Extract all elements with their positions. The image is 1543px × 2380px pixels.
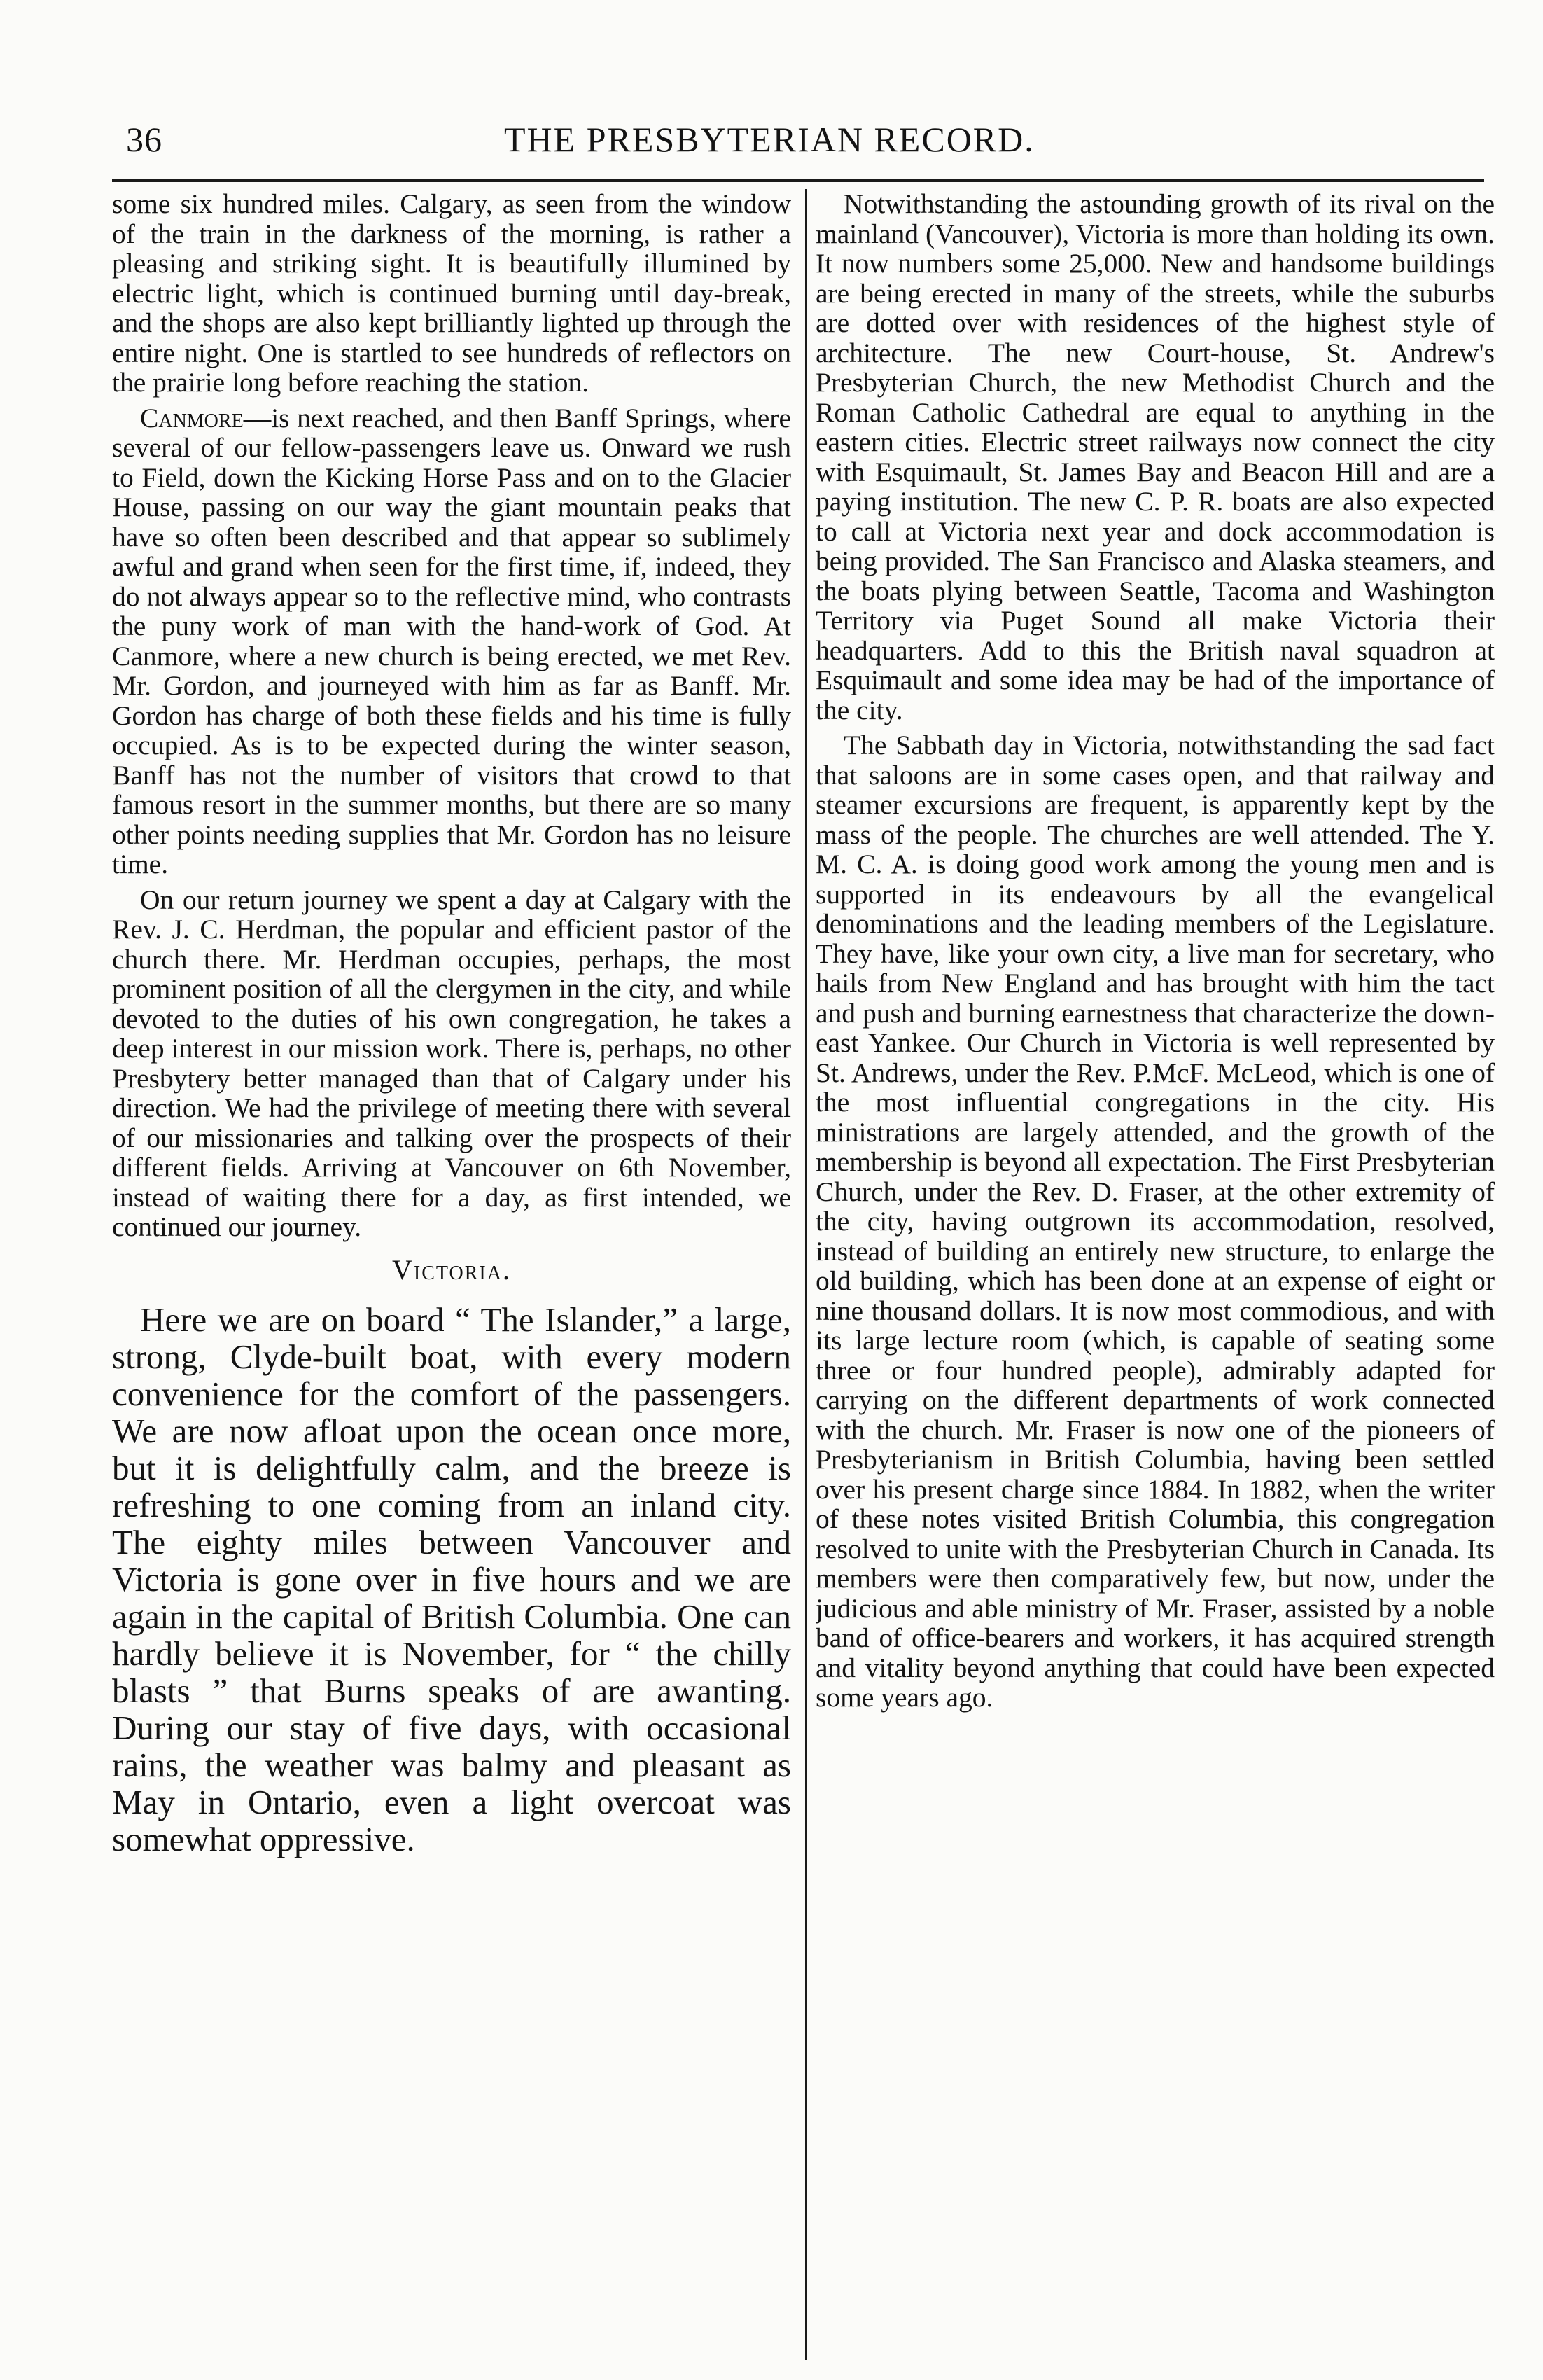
header-rule bbox=[112, 179, 1484, 182]
column-divider bbox=[805, 189, 807, 2360]
canmore-lead: Canmore bbox=[140, 402, 244, 433]
page-number: 36 bbox=[126, 120, 162, 159]
section-heading-victoria: Victoria. bbox=[392, 1253, 511, 1286]
running-title: THE PRESBYTERIAN RECORD. bbox=[504, 120, 1035, 159]
paragraph-canmore bbox=[112, 403, 791, 879]
paragraph-return-journey: On our return journey we spent a day at Calgary with the Rev. J. C. Herdman, the popular and efficient pastor of the church there. Mr. Herdman occupies, perhaps, the most prominent position of all the clergymen in the city, and while devoted to the duties of his own congregation, he takes a deep interest in our mission work. There is, perhaps, no other Presbytery better managed than that of Calgary under his direction. We had the privilege of meeting there with several of our missionaries and talking over the prospects of their different fields. Arriving at Vancouver on 6th November, instead of waiting there for a day, as first intended, we continued our journey. bbox=[112, 884, 791, 1242]
page-header bbox=[112, 105, 1484, 161]
paragraph-sabbath: The Sabbath day in Victoria, notwithstanding the sad fact that saloons are in some cases open, and that railway and steamer excursions are frequent, is apparently kept by the mass of the people. The churches are well attended. The Y. M. C. A. is doing good work among the young men and is supported in its endeavours by all the evangelical denominations and the leading members of the Legislature. They have, like your own city, a live man for secretary, who hails from New England and has brought with him the tact and push and burning earnestness that characterize the down-east Yankee. Our Church in Victoria is well represented by St. Andrews, under the Rev. P.McF. McLeod, which is one of the most influential congregations in the city. His ministrations are largely attended, and the growth of the membership is beyond all expectation. The First Presbyterian Church, under the Rev. D. Fraser, at the other extremity of the city, having outgrown its accommodation, resolved, instead of building an entirely new structure, to enlarge the old building, which has been done at an expense of eight or nine thousand dollars. It is now most commodious, and with its large lecture room (which, is capable of seating some three or four hundred people), admirably adapted for carrying on the different departments of work connected with the church. Mr. Fraser is now one of the pioneers of Presbyterianism in British Columbia, having been settled over his present charge since 1884. In 1882, when the writer of these notes visited British Columbia, this congregation resolved to unite with the Presbyterian Church in Canada. Its members were then comparatively few, but now, under the judicious and able ministry of Mr. Fraser, assisted by a noble band of office-bearers and workers, it has acquired strength and vitality beyond anything that could have been expected some years ago. bbox=[816, 730, 1495, 1713]
canmore-text: —is next reached, and then Banff Springs, where several of our fellow-passengers leave us. Onward we rush to Field, down the Kicking Horse Pass and on to the Glacier House, passing on our way the giant mountain peaks that have so often been described and that appear so sublimely awful and grand when seen for the first time, if, indeed, they do not always appear so to the reflective mind, who contrasts the puny work of man with the hand-work of God. At Canmore, where a new church is being erected, we met Rev. Mr. Gordon, and journeyed with him as far as Banff. Mr. Gordon has charge of both these fields and his time is fully occupied. As is to be expected during the winter season, Banff has not the number of visitors that crowd to that famous resort in the summer months, but there are so many other points needing supplies that Mr. Gordon has no leisure time. bbox=[112, 402, 791, 879]
paragraph-victoria-growth: Notwithstanding the astounding growth of its rival on the mainland (Vancouver), Victoria is more than holding its own. It now numbers some 25,000. New and handsome buildings are being erected in many of the streets, while the suburbs are dotted over with residences of the highest style of architecture. The new Court-house, St. Andrew's Presbyterian Church, the new Methodist Church and the Roman Catholic Cathedral are equal to anything in the eastern cities. Electric street railways now connect the city with Esquimault, St. James Bay and Beacon Hill and are a paying institution. The new C. P. R. boats are also expected to call at Victoria next year and dock accommodation is being provided. The San Francisco and Alaska steamers, and the boats plying between Seattle, Tacoma and Washington Territory via Puget Sound all make Victoria their headquarters. Add to this the British naval squadron at Esquimault and some idea may be had of the importance of the city. bbox=[816, 189, 1495, 725]
left-column bbox=[112, 189, 791, 2360]
paragraph-calgary: some six hundred miles. Calgary, as seen from the window of the train in the darkness of the morning, is rather a pleasing and striking sight. It is beautifully illumined by electric light, which is continued burning until day-break, and the shops are also kept brilliantly lighted up through the entire night. One is startled to see hundreds of reflectors on the prairie long before reaching the station. bbox=[112, 189, 791, 398]
paragraph-islander: Here we are on board “ The Islander,” a large, strong, Clyde-built boat, with every modern convenience for the comfort of the passengers. We are now afloat upon the ocean once more, but it is delightfully calm, and the breeze is refreshing to one coming from an inland city. The eighty miles between Vancouver and Victoria is gone over in five hours and we are again in the capital of British Columbia. One can hardly believe it is November, for “ the chilly blasts ” that Burns speaks of are awanting. During our stay of five days, with occasional rains, the weather was balmy and pleasant as May in Ontario, even a light overcoat was somewhat oppressive. bbox=[112, 1300, 791, 1858]
right-column bbox=[816, 189, 1495, 2360]
